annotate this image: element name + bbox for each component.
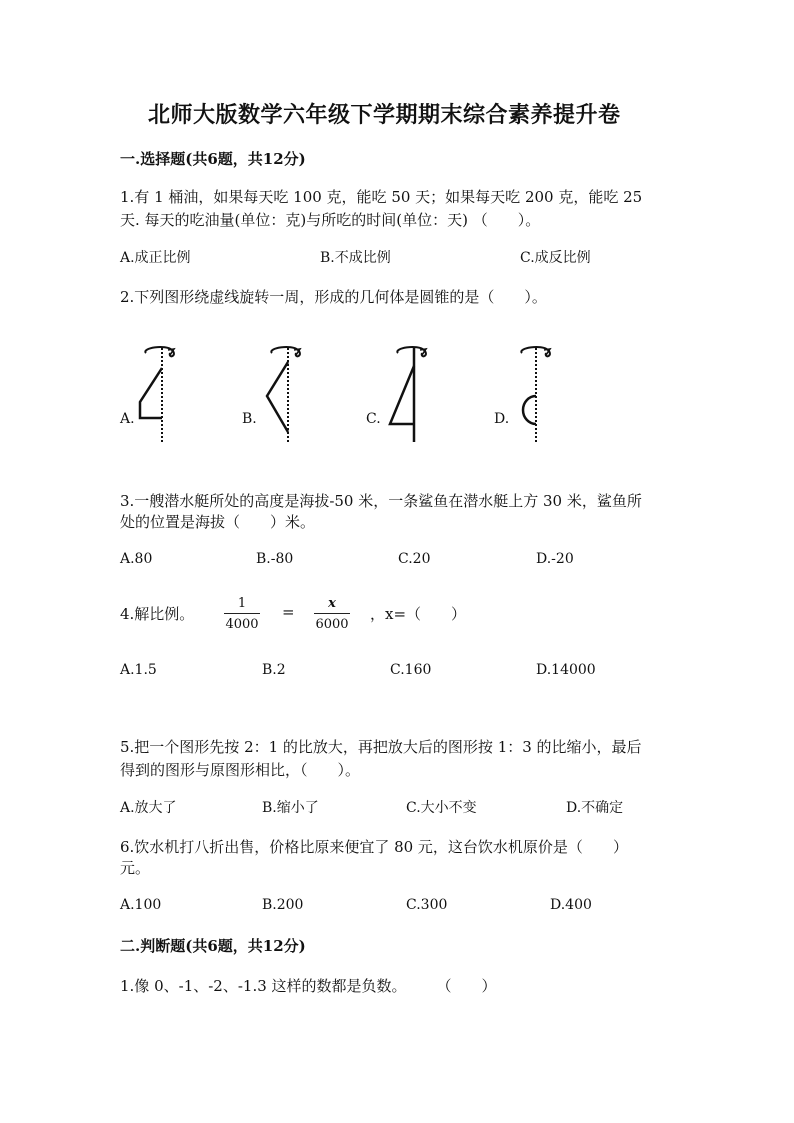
question-4-option-b[interactable]: B.2 bbox=[262, 662, 286, 678]
page-title: 北师大版数学六年级下学期期末综合素养提升卷 bbox=[148, 102, 621, 128]
question-6-option-d[interactable]: D.400 bbox=[550, 897, 592, 913]
fraction-1-numerator: 1 bbox=[237, 596, 247, 611]
question-6-option-b[interactable]: B.200 bbox=[262, 897, 304, 913]
question-3-option-a[interactable]: A.80 bbox=[120, 551, 153, 567]
question-5-option-d[interactable]: D.不确定 bbox=[566, 800, 624, 816]
section-heading-judgment: 二.判断题(共6题，共12分) bbox=[120, 937, 306, 955]
figure-d-shape bbox=[510, 344, 570, 444]
question-1-line-1: 1.有 1 桶油，如果每天吃 100 克，能吃 50 天；如果每天吃 200 克，能吃 25 bbox=[120, 188, 643, 206]
question-1-option-c[interactable]: C.成反比例 bbox=[520, 250, 591, 266]
question-3-option-b[interactable]: B.-80 bbox=[256, 551, 294, 567]
fraction-1-denominator: 4000 bbox=[225, 617, 259, 632]
question-6-option-c[interactable]: C.300 bbox=[406, 897, 448, 913]
question-5-line-1: 5.把一个图形先按 2：1 的比放大，再把放大后的图形按 1：3 的比缩小，最后 bbox=[120, 738, 642, 756]
question-1-option-a[interactable]: A.成正比例 bbox=[120, 250, 191, 266]
question-6-option-a[interactable]: A.100 bbox=[120, 897, 162, 913]
question-5-option-c[interactable]: C.大小不变 bbox=[406, 800, 477, 816]
question-3-option-c[interactable]: C.20 bbox=[398, 551, 431, 567]
fraction-2-numerator: x bbox=[328, 596, 336, 611]
figure-b-shape bbox=[260, 344, 320, 444]
question-6-line-1: 6.饮水机打八折出售，价格比原来便宜了 80 元，这台饮水机原价是（ ） bbox=[120, 838, 628, 856]
question-5-option-b[interactable]: B.缩小了 bbox=[262, 800, 319, 816]
question-5-line-2: 得到的图形与原图形相比，（ ）。 bbox=[120, 761, 361, 779]
question-4-option-c[interactable]: C.160 bbox=[390, 662, 432, 678]
section-heading-choice: 一.选择题(共6题，共12分) bbox=[120, 150, 306, 168]
question-1-line-2: 天. 每天的吃油量(单位：克)与所吃的时间(单位：天) （ ）。 bbox=[120, 211, 541, 229]
figure-c-label[interactable]: C. bbox=[366, 411, 381, 427]
figure-b-label[interactable]: B. bbox=[242, 411, 257, 427]
fraction-1 bbox=[224, 596, 260, 632]
figure-a-label[interactable]: A. bbox=[120, 411, 135, 427]
question-4-option-a[interactable]: A.1.5 bbox=[120, 662, 157, 678]
question-1-option-b[interactable]: B.不成比例 bbox=[320, 250, 391, 266]
question-4-suffix: ，x=（ ） bbox=[370, 605, 467, 623]
fraction-1-bar bbox=[224, 613, 260, 614]
question-4-option-d[interactable]: D.14000 bbox=[536, 662, 596, 678]
question-3-line-1: 3.一艘潜水艇所处的高度是海拔-50 米，一条鲨鱼在潜水艇上方 30 米，鲨鱼所 bbox=[120, 492, 642, 510]
question-5-option-a[interactable]: A.放大了 bbox=[120, 800, 177, 816]
judgment-question-1: 1.像 0、-1、-2、-1.3 这样的数都是负数。 （ ） bbox=[120, 977, 497, 995]
question-3-option-d[interactable]: D.-20 bbox=[536, 551, 574, 567]
figure-d-label[interactable]: D. bbox=[494, 411, 510, 427]
fraction-2-bar bbox=[314, 613, 350, 614]
question-6-line-2: 元。 bbox=[120, 859, 151, 877]
question-3-line-2: 处的位置是海拔（ ）米。 bbox=[120, 513, 316, 531]
fraction-2 bbox=[314, 596, 350, 632]
question-2-text: 2.下列图形绕虚线旋转一周，形成的几何体是圆锥的是（ ）。 bbox=[120, 288, 547, 306]
question-4-prefix: 4.解比例。 bbox=[120, 605, 195, 623]
fraction-2-denominator: 6000 bbox=[315, 617, 349, 632]
equals-sign: = bbox=[282, 603, 295, 621]
figure-c-shape bbox=[384, 344, 444, 444]
figure-a-shape bbox=[132, 344, 192, 444]
